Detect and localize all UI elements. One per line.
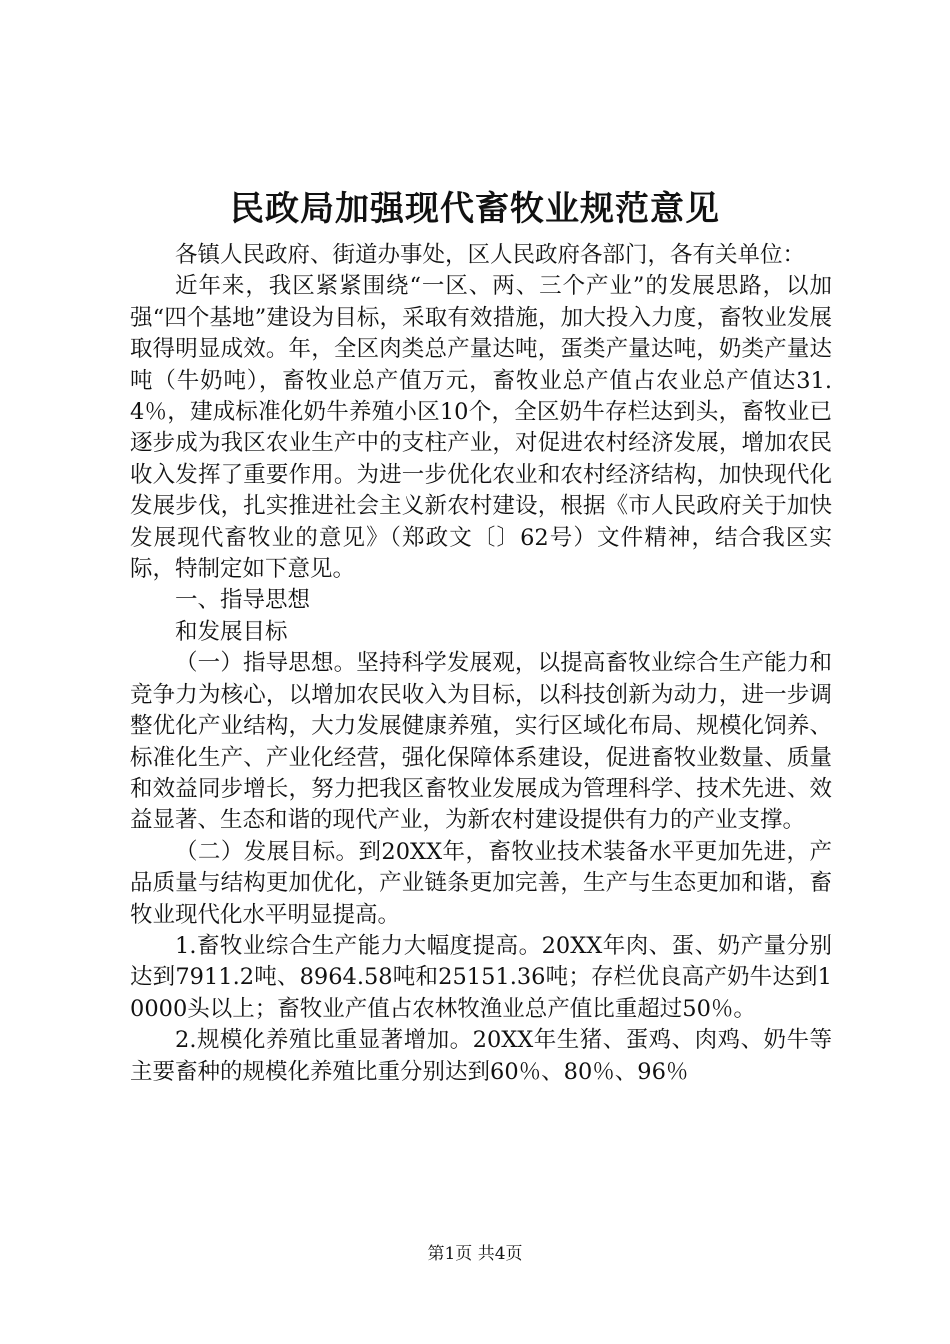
paragraph-salutation: 各镇人民政府、街道办事处，区人民政府各部门，各有关单位： [175, 242, 806, 268]
paragraph-guiding-thought: （一）指导思想。坚持科学发展观，以提高畜牧业综合生产能力和竞争力为核心，以增加农民收入为目标，以科技创新为动力，进一步调整优化产业结构，大力发展健康养殖，实行区域化布局、规模化饲养、标准化生产、产业化经营，强化保障体系建设，促进畜牧业数量、质量和效益同步增长，努力把我区畜牧业发展成为管理科学、技术先进、效益显著、生态和谐的现代产业，为新农村建设提供有力的产业支撑。 [130, 650, 832, 834]
paragraph-goal-2: 2.规模化养殖比重显著增加。20XX年生猪、蛋鸡、肉鸡、奶牛等主要畜种的规模化养殖比重分别达到60％、80％、96％ [130, 1027, 832, 1085]
paragraph-goal-1: 1.畜牧业综合生产能力大幅度提高。20XX年肉、蛋、奶产量分别达到7911.2吨、8964.58吨和25151.36吨；存栏优良高产奶牛达到10000头以上；畜牧业产值占农林牧渔业总产值比重超过50％。 [130, 932, 832, 1022]
section-heading-guiding: 一、指导思想 [175, 587, 311, 614]
section-heading-goals: 和发展目标 [175, 618, 288, 645]
paragraph-development-goal: （二）发展目标。到20XX年，畜牧业技术装备水平更加先进，产品质量与结构更加优化，产业链条更加完善，生产与生态更加和谐，畜牧业现代化水平明显提高。 [130, 838, 832, 928]
paragraph-background: 近年来，我区紧紧围绕“一区、两、三个产业”的发展思路，以加强“四个基地”建设为目标，采取有效措施，加大投入力度，畜牧业发展取得明显成效。年，全区肉类总产量达吨，蛋类产量达吨，奶类产量达吨（牛奶吨），畜牧业总产值万元，畜牧业总产值占农业总产值达31.4％，建成标准化奶牛养殖小区10个，全区奶牛存栏达到头，畜牧业已逐步成为我区农业生产中的支柱产业，对促进农村经济发展，增加农民收入发挥了重要作用。为进一步优化农业和农村经济结构，加快现代化发展步伐，扎实推进社会主义新农村建设，根据《市人民政府关于加快发展现代畜牧业的意见》（郑政文〔〕62号）文件精神，结合我区实际，特制定如下意见。 [130, 273, 832, 583]
document-title: 民政局加强现代畜牧业规范意见 [230, 189, 720, 229]
page-footer: 第1页 共4页 [427, 1244, 523, 1264]
document-body [130, 240, 832, 1088]
